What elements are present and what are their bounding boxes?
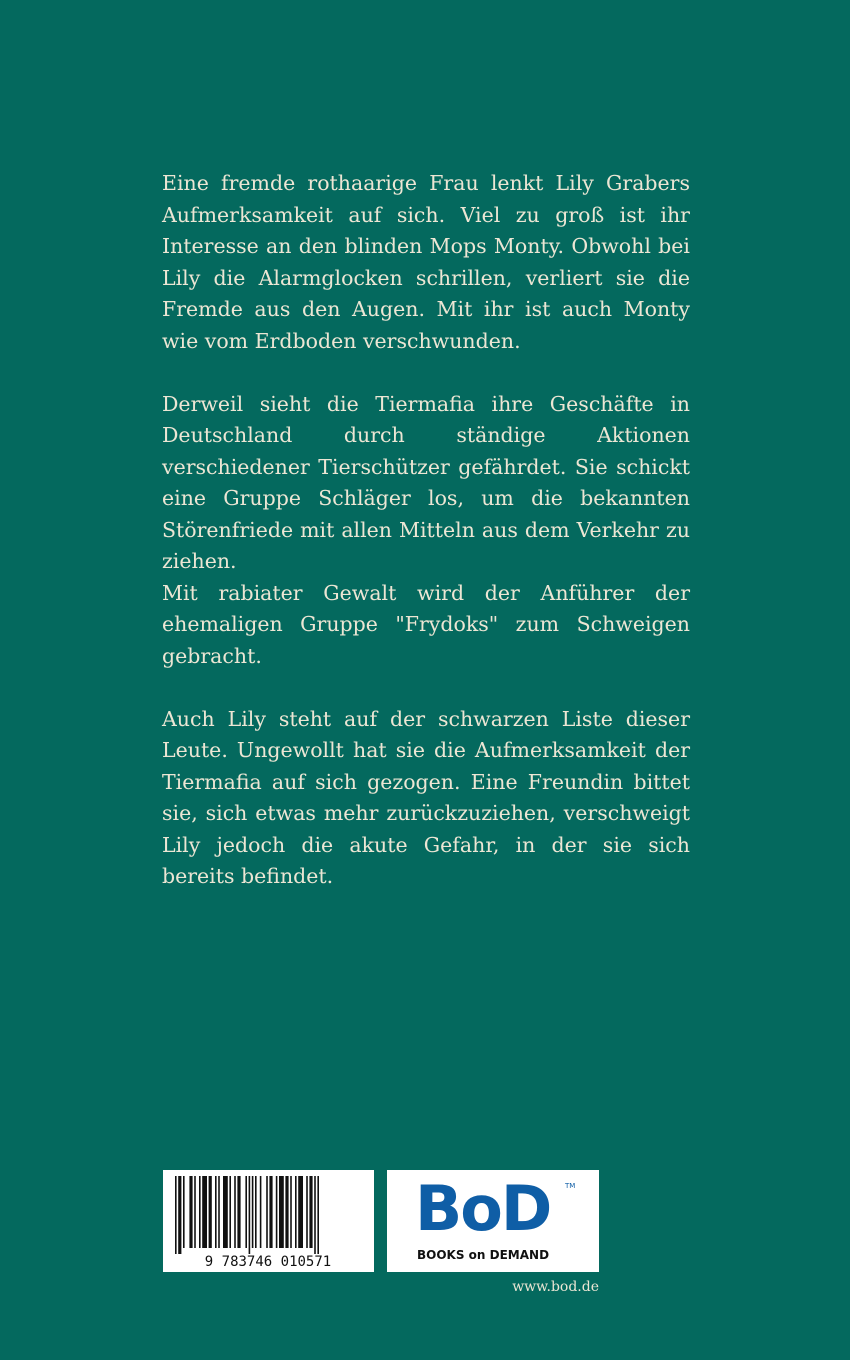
publisher-logo-box [387,1170,599,1272]
publisher-tagline: BOOKS on DEMAND [417,1248,550,1262]
barcode-bar [223,1176,228,1248]
blurb-paragraph-2: Derweil sieht die Tiermafia ihre Geschäfte in Deutschland durch ständige Aktionen verschiedener Tierschützer gefährdet. Sie schickt eine Gruppe Schläger los, um die bekannten Störenfriede mit allen Mitteln aus dem Verkehr zu ziehen. [162,391,690,573]
trademark-mark: TM [565,1182,576,1190]
barcode-bar [266,1176,268,1248]
barcode-bar [309,1176,312,1248]
barcode-bar [183,1176,185,1248]
barcode-bar [199,1176,201,1248]
barcode-bar [234,1176,236,1248]
barcode-bars [175,1176,319,1254]
blurb-paragraph-3: Mit rabiater Gewalt wird der Anführer der ehemaligen Gruppe "Frydoks" zum Schweigen gebracht. [162,580,690,668]
barcode-bar [194,1176,196,1248]
barcode-bar [285,1176,288,1248]
barcode-bar [314,1176,316,1254]
barcode-bar [202,1176,207,1248]
barcode-bar [218,1176,220,1248]
barcode-bar [189,1176,192,1248]
barcode-digits: 9 783746 010571 [204,1254,332,1270]
barcode-bar [229,1176,231,1248]
barcode-bar [178,1176,181,1254]
barcode-graphic [163,1170,374,1272]
barcode-bar [317,1176,319,1254]
blurb-paragraph-4: Auch Lily steht auf der schwarzen Liste dieser Leute. Ungewollt hat sie die Aufmerksamkeit der Tiermafia auf sich gezogen. Eine Freundin bittet sie, sich etwas mehr zurückzuziehen, verschweigt Lily jedoch die akute Gefahr, in der sie sich bereits befindet. [162,706,690,888]
barcode-bar [306,1176,308,1248]
barcode-bar [209,1176,212,1248]
barcode-bar [269,1176,272,1248]
barcode-bar [298,1176,303,1248]
barcode-bar [255,1176,257,1248]
bod-logo: BoD [415,1172,551,1245]
blurb-text [162,168,690,893]
barcode-bar [295,1176,297,1248]
barcode-bar [237,1176,240,1248]
barcode-bar [290,1176,292,1248]
blurb-paragraph-1: Eine fremde rothaarige Frau lenkt Lily Grabers Aufmerksamkeit auf sich. Viel zu groß ist ihr Interesse an den blinden Mops Monty. Obwohl bei Lily die Alarmglocken schrillen, verliert sie die Fremde aus den Augen. Mit ihr ist auch Monty wie vom Erdboden verschwunden. [162,171,690,353]
barcode-bar [279,1176,284,1248]
barcode-bar [276,1176,278,1248]
barcode-bar [215,1176,217,1248]
barcode-bar [245,1176,247,1248]
barcode-bar [249,1176,251,1254]
barcode-bar [175,1176,177,1254]
publisher-url[interactable]: www.bod.de [512,1279,599,1295]
barcode-bar [260,1176,262,1248]
barcode-bar [252,1176,254,1248]
isbn-barcode [163,1170,374,1272]
